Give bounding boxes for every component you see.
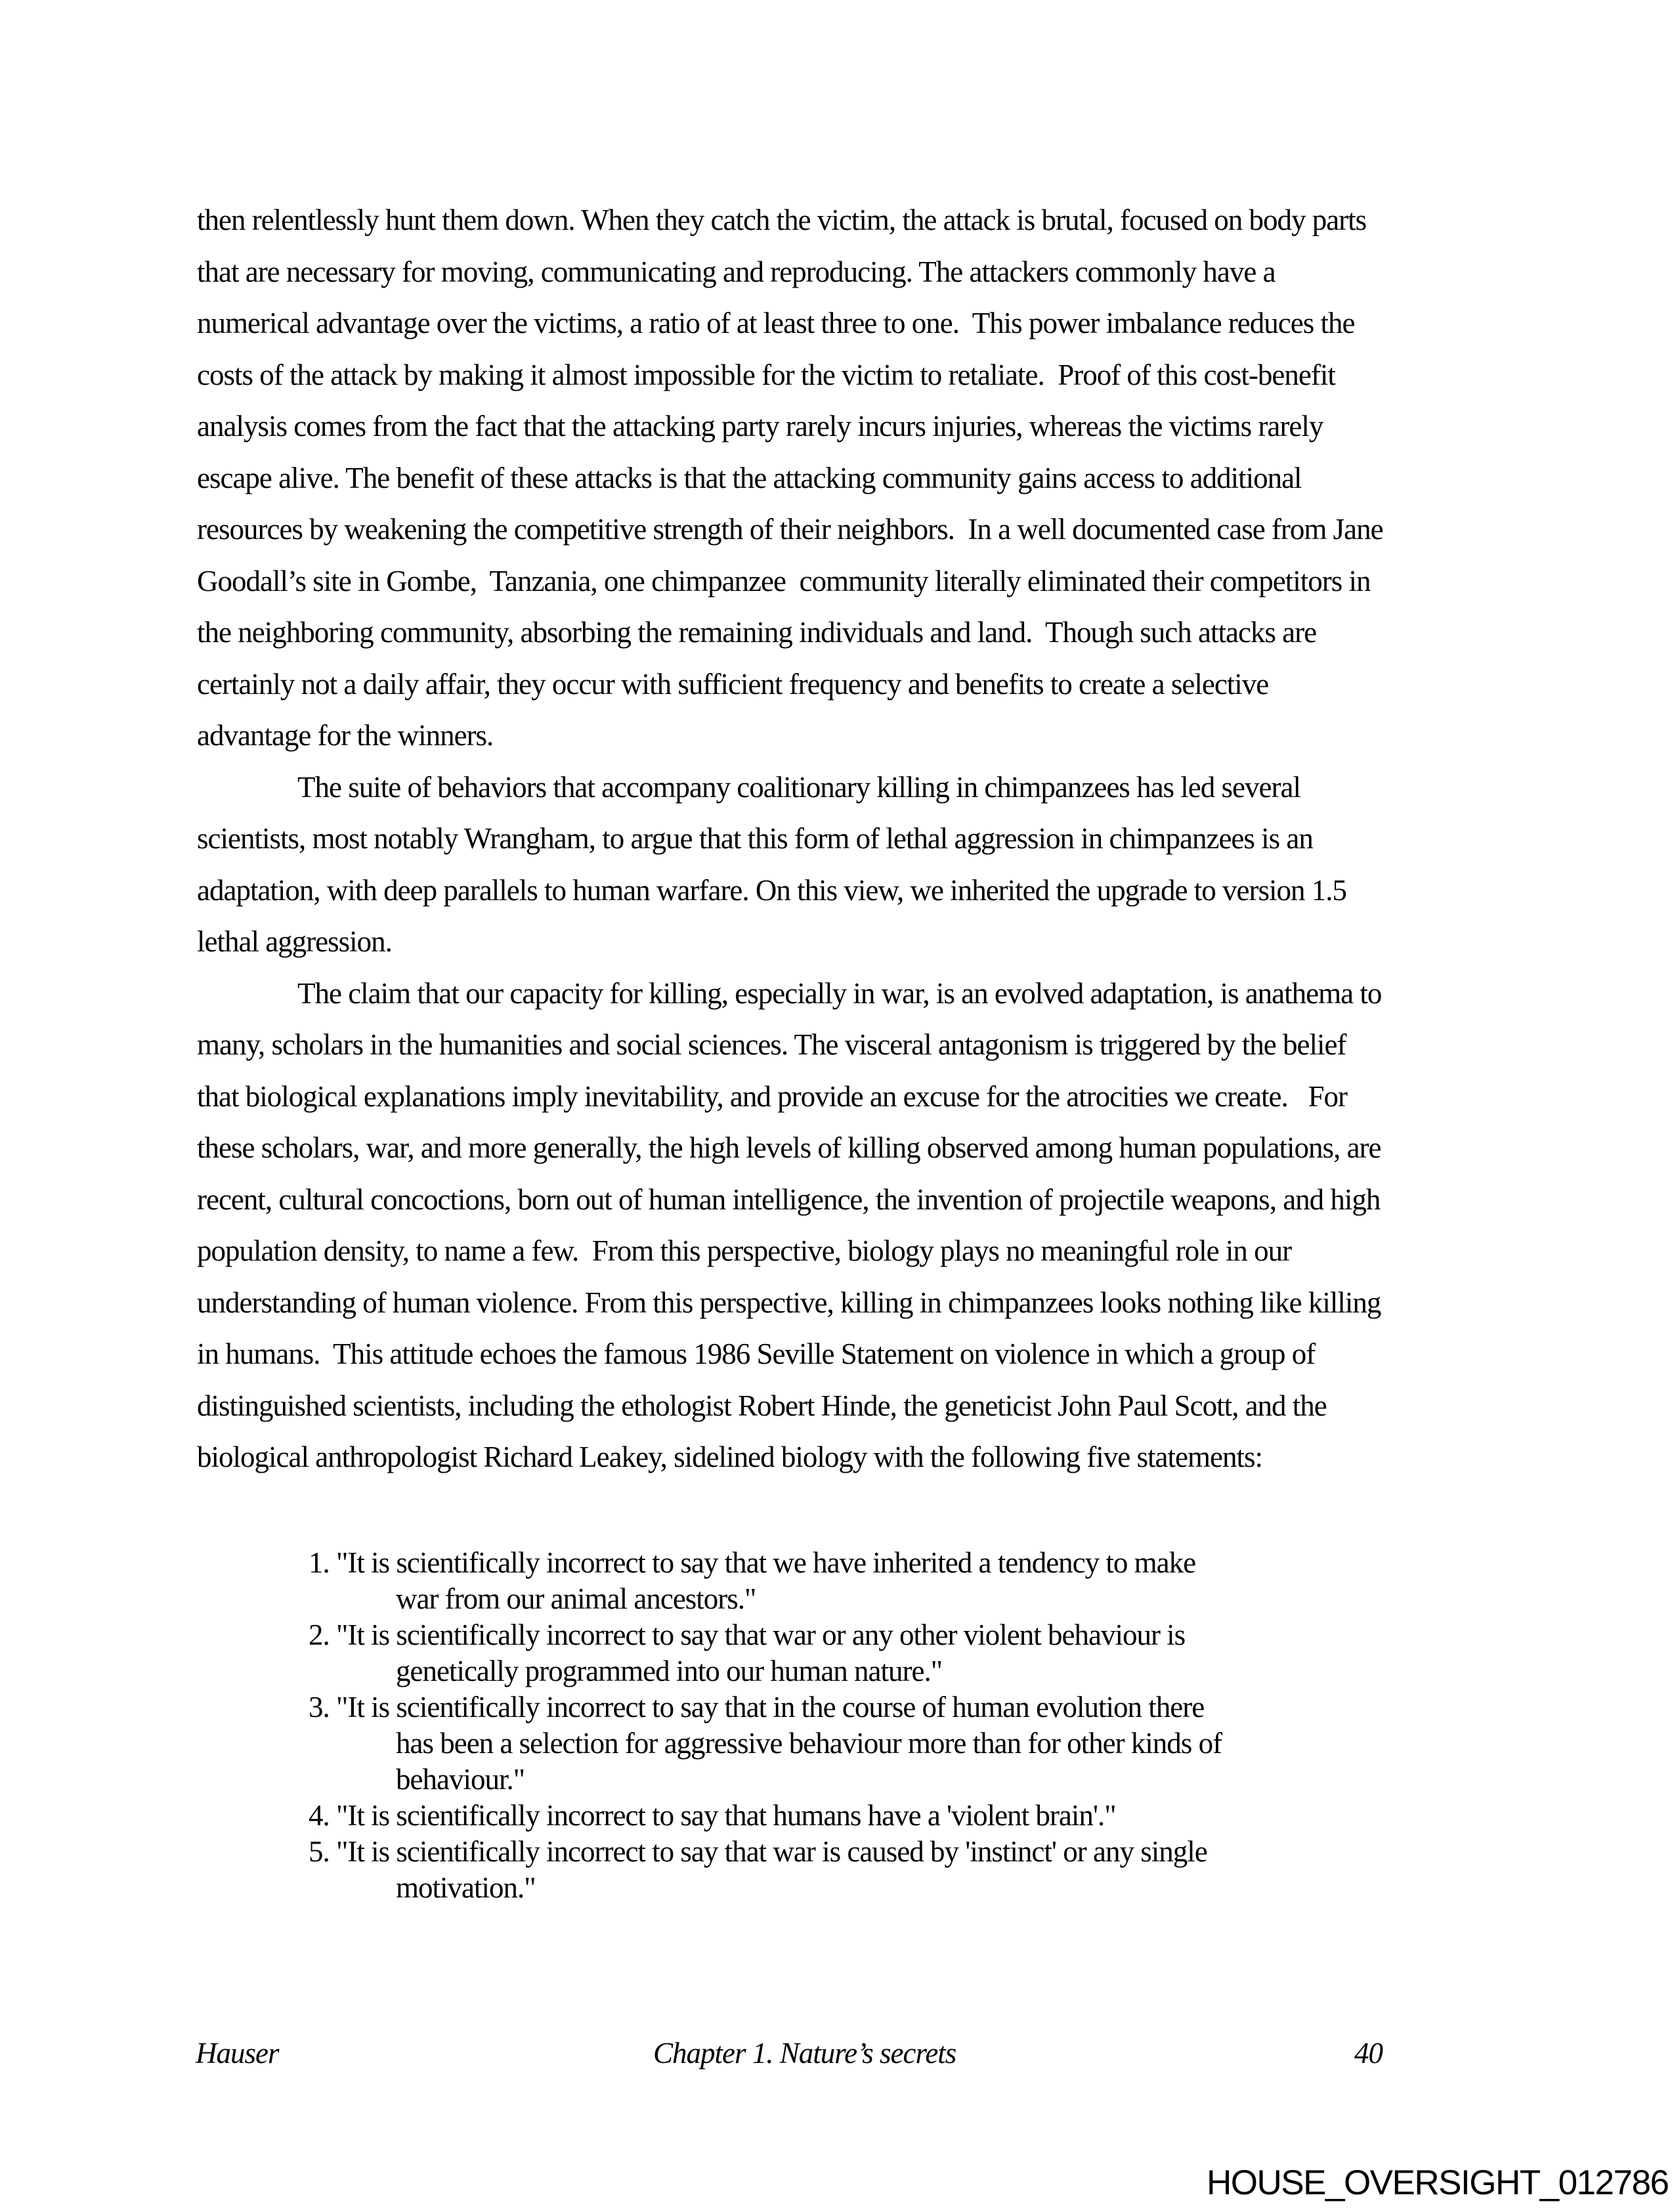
text-line: distinguished scientists, including the ethologist Robert Hinde, the geneticist John Paul Scott, and the [197, 1389, 1327, 1422]
text-line: The claim that our capacity for killing, especially in war, is an evolved adaptation, is anathema to [297, 976, 1382, 1010]
text-line: in humans. This attitude echoes the famous 1986 Seville Statement on violence in which a group of [197, 1337, 1316, 1370]
text-line: escape alive. The benefit of these attacks is that the attacking community gains access to additional [197, 461, 1302, 494]
seville-statement-list [197, 1545, 1576, 1906]
text-line: analysis comes from the fact that the attacking party rarely incurs injuries, whereas the victims rarely [197, 410, 1323, 443]
text-line: biological anthropologist Richard Leakey, sidelined biology with the following five statements: [197, 1441, 1262, 1473]
statement-item-continuation: genetically programmed into our human nature." [396, 1655, 943, 1687]
text-line: that are necessary for moving, communicating and reproducing. The attackers commonly have a [197, 255, 1276, 288]
statement-item-line: 4. "It is scientifically incorrect to say that humans have a 'violent brain'." [309, 1799, 1116, 1832]
statement-item-continuation: motivation." [396, 1871, 536, 1904]
text-line: then relentlessly hunt them down. When they catch the victim, the attack is brutal, focused on body parts [197, 204, 1367, 236]
text-line: resources by weakening the competitive strength of their neighbors. In a well documented case from Jane [197, 513, 1383, 546]
footer-author: Hauser [196, 2037, 279, 2070]
text-line: advantage for the winners. [197, 719, 494, 752]
text-line: understanding of human violence. From this perspective, killing in chimpanzees looks nothing like killing [197, 1286, 1381, 1319]
text-line: costs of the attack by making it almost impossible for the victim to retaliate. Proof of this cost-benefit [197, 358, 1335, 391]
page-footer [0, 2035, 1674, 2071]
text-line: scientists, most notably Wrangham, to argue that this form of lethal aggression in chimpanzees is an [197, 822, 1313, 855]
statement-item-line: 2. "It is scientifically incorrect to say that war or any other violent behaviour is [309, 1618, 1186, 1651]
statement-item-line: 1. "It is scientifically incorrect to say that we have inherited a tendency to make [309, 1546, 1196, 1579]
footer-chapter-title: Chapter 1. Nature’s secrets [653, 2037, 956, 2070]
manuscript-body-text [197, 194, 1576, 1483]
statement-item-line: 3. "It is scientifically incorrect to say that in the course of human evolution there [309, 1691, 1205, 1724]
text-line: The suite of behaviors that accompany coalitionary killing in chimpanzees has led several [297, 770, 1300, 804]
bates-stamp: HOUSE_OVERSIGHT_012786 [1207, 2163, 1669, 2202]
text-line: these scholars, war, and more generally, the high levels of killing observed among human populations, are [197, 1131, 1381, 1164]
text-line: many, scholars in the humanities and social sciences. The visceral antagonism is triggered by the belief [197, 1028, 1346, 1061]
text-line: population density, to name a few. From this perspective, biology plays no meaningful role in our [197, 1234, 1292, 1267]
text-line: adaptation, with deep parallels to human warfare. On this view, we inherited the upgrade to version 1.5 [197, 873, 1347, 907]
text-line: Goodall’s site in Gombe, Tanzania, one chimpanzee community literally eliminated their competitors in [197, 564, 1371, 597]
text-line: recent, cultural concoctions, born out of human intelligence, the invention of projectile weapons, and high [197, 1182, 1381, 1216]
text-line: certainly not a daily affair, they occur with sufficient frequency and benefits to create a selective [197, 667, 1269, 701]
text-line: that biological explanations imply inevitability, and provide an excuse for the atrocities we create. For [197, 1079, 1347, 1113]
statement-item-continuation: behaviour." [396, 1763, 525, 1796]
text-line: the neighboring community, absorbing the remaining individuals and land. Though such attacks are [197, 616, 1317, 649]
text-line: numerical advantage over the victims, a ratio of at least three to one. This power imbalance reduces the [197, 307, 1355, 339]
footer-page-number: 40 [1354, 2037, 1383, 2070]
statement-item-line: 5. "It is scientifically incorrect to say that war is caused by 'instinct' or any single [309, 1835, 1207, 1868]
text-line: lethal aggression. [197, 925, 392, 958]
statement-item-continuation: has been a selection for aggressive behaviour more than for other kinds of [396, 1727, 1222, 1760]
statement-item-continuation: war from our animal ancestors." [396, 1582, 756, 1615]
